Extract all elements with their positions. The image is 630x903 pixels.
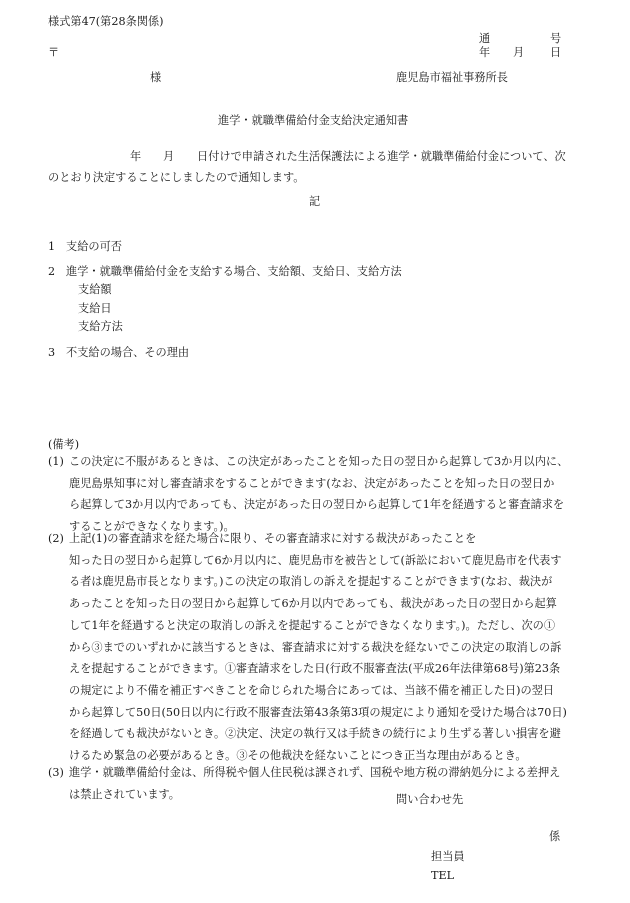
note-2-text <box>69 528 567 767</box>
postal-mark: 〒 <box>48 46 60 59</box>
note-number: (3) <box>48 766 64 779</box>
note-line: を経過しても裁決がないとき。②決定、決定の執行又は手続きの続行により生ずる著しい損害を避 <box>69 727 561 741</box>
note-line: して1年を経過すると決定の取消しの訴えを提起することができなくなります。)。ただし、次の① <box>69 618 556 632</box>
notes-heading: (備考) <box>48 438 80 451</box>
doc-date-year-label: 年 <box>479 46 491 59</box>
intro-line-1: 日付けで申請された生活保護法による進学・就職準備給付金について、次 <box>197 150 566 163</box>
subitem-amount: 支給額 <box>78 283 112 296</box>
note-line: けるため緊急の必要があるとき。③その他裁決を経ないことにつき正当な理由があるとき。 <box>69 749 527 763</box>
subitem-method: 支給方法 <box>78 320 123 333</box>
subitem-date: 支給日 <box>78 302 112 315</box>
note-line: 知った日の翌日から起算して6か月以内に、鹿児島市を被告として(訴訟において鹿児島市を代表す <box>69 553 562 567</box>
note-number: (1) <box>48 455 64 468</box>
intro-year-label: 年 <box>130 150 142 163</box>
note-line: から起算して50日(50日以内に行政不服審査法第43条第3項の規定により通知を受けた場合は70日) <box>69 705 567 719</box>
note-line: の規定により不備を補正すべきことを命じられた場合にあっては、当該不備を補正した日)の翌日 <box>69 683 555 697</box>
note-number: (2) <box>48 532 64 545</box>
note-line: 進学・就職準備給付金は、所得税や個人住民税は課されず、国税や地方税の滞納処分による差押え <box>69 766 561 779</box>
doc-number-go-label: 号 <box>550 32 562 45</box>
note-line: することができなくなります。)。 <box>69 520 235 534</box>
note-line: 上記(1)の審査請求を経た場合に限り、その審査請求に対する裁決があったことを <box>69 532 477 545</box>
contact-person-label: 担当員 <box>431 850 465 863</box>
doc-number-tsu-label: 通 <box>479 32 491 45</box>
item-text: 進学・就職準備給付金を支給する場合、支給額、支給日、支給方法 <box>66 265 402 278</box>
note-line: あったことを知った日の翌日から起算して6か月以内であっても、裁決があった日の翌日から起算 <box>69 597 557 611</box>
note-line: から③までのいずれかに該当するときは、審査請求に対する裁決を経ないでこの決定の取消しの訴 <box>69 640 562 654</box>
doc-date-day-label: 日 <box>550 46 562 59</box>
note-line: は禁止されています。 <box>69 787 180 801</box>
doc-date-month-label: 月 <box>513 46 525 59</box>
recipient-suffix: 様 <box>150 71 162 84</box>
issuer: 鹿児島市福祉事務所長 <box>396 71 508 84</box>
note-line: 鹿児島県知事に対し審査請求をすることができます(なお、決定があったことを知った日の翌日か <box>69 476 555 490</box>
intro-month-label: 月 <box>163 150 175 163</box>
contact-section-suffix: 係 <box>549 830 561 843</box>
note-3-text <box>69 762 560 805</box>
item-text: 不支給の場合、その理由 <box>66 346 190 359</box>
item-number: 2 <box>48 265 56 278</box>
contact-heading: 問い合わせ先 <box>396 793 464 806</box>
note-line: る者は鹿児島市長となります。)この決定の取消しの訴えを提起することができます(なお、裁決が <box>69 575 553 589</box>
document-title: 進学・就職準備給付金支給決定通知書 <box>218 114 409 127</box>
item-text: 支給の可否 <box>66 240 122 253</box>
note-line: ら起算して3か月以内であっても、決定があった日の翌日から起算して1年を経過すると審査請求を <box>69 498 565 512</box>
form-label: 様式第47(第28条関係) <box>48 15 164 28</box>
note-1-text <box>69 451 568 538</box>
intro-line-2: のとおり決定することにしましたので通知します。 <box>48 171 305 184</box>
note-line: この決定に不服があるときは、この決定があったことを知った日の翌日から起算して3か月以内に、 <box>69 455 569 468</box>
contact-tel-label: TEL <box>431 869 455 882</box>
ki-label: 記 <box>309 195 321 208</box>
note-line: えを提起することができます。①審査請求をした日(行政不服審査法(平成26年法律第68号)第23条 <box>69 662 561 676</box>
item-number: 3 <box>48 346 56 359</box>
item-number: 1 <box>48 240 56 253</box>
